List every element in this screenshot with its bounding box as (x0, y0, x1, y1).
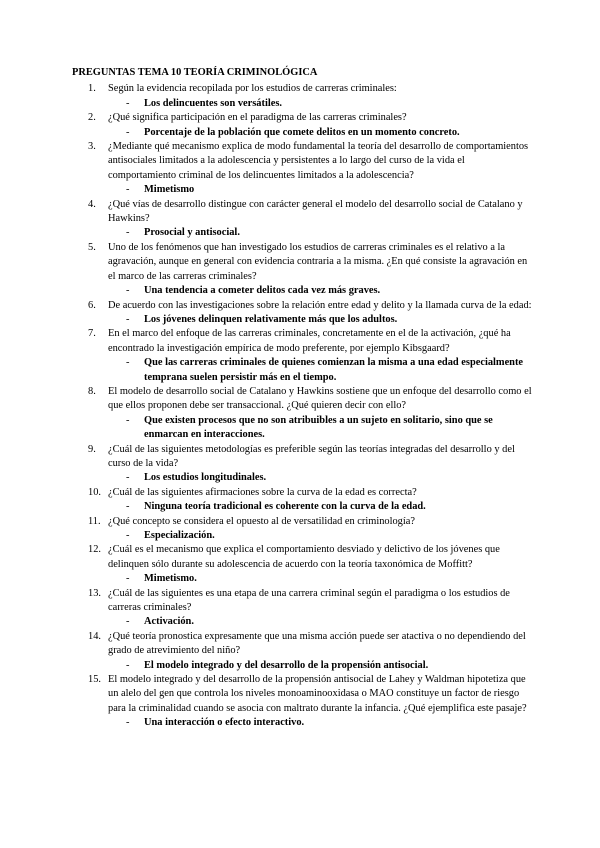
question-item (72, 327, 532, 385)
answer-text: Mimetismo (144, 184, 195, 196)
answer (72, 126, 532, 140)
answer (72, 716, 532, 730)
answer (72, 97, 532, 111)
question-item (72, 630, 532, 673)
question (72, 443, 532, 472)
question-number: 2. (88, 112, 96, 124)
question (72, 587, 532, 616)
question-item (72, 140, 532, 198)
dash-bullet: - (126, 501, 130, 513)
question-number: 8. (88, 385, 96, 397)
question-text: ¿Qué significa participación en el paradigma de las carreras criminales? (108, 112, 407, 124)
question-number: 4. (88, 198, 96, 210)
question-text: ¿Mediante qué mecanismo explica de modo fundamental la teoría del desarrollo de comportamientos antisociales limitados a la adolescencia y persistentes a lo largo del curso de la vida el comportamiento criminal de los delincuentes limitados a la adolescencia? (108, 141, 529, 181)
question-text: ¿Qué vías de desarrollo distingue con carácter general el modelo del desarrollo social de Catalano y Hawkins? (108, 198, 523, 225)
question-item (72, 198, 532, 241)
answer-text: Que existen procesos que no son atribuibles a un sujeto en solitario, sino que se enmarcan en interacciones. (144, 414, 493, 441)
question-item (72, 111, 532, 140)
dash-bullet: - (126, 472, 130, 484)
dash-bullet: - (126, 285, 130, 297)
question-item (72, 543, 532, 586)
question-number: 11. (88, 515, 101, 527)
dash-bullet: - (126, 717, 130, 729)
question-text: ¿Cuál es el mecanismo que explica el comportamiento desviado y delictivo de los jóvenes que delinquen sólo durante su adolescencia de acuerdo con la teoría taxonómica de Moffitt? (108, 544, 500, 570)
document-page (72, 66, 532, 731)
answer (72, 471, 532, 485)
question-list (72, 82, 532, 730)
dash-bullet: - (126, 126, 130, 138)
answer-text: El modelo integrado y del desarrollo de la propensión antisocial. (144, 659, 429, 671)
answer (72, 226, 532, 240)
answer-text: Una interacción o efecto interactivo. (144, 717, 305, 729)
question-item (72, 515, 532, 544)
question-text: ¿Qué concepto se considera el opuesto al de versatilidad en criminología? (108, 515, 415, 527)
question-text: ¿Cuál de las siguientes metodologías es preferible según las teorías integradas del desarrollo y del curso de la vida? (108, 443, 515, 469)
question-text: En el marco del enfoque de las carreras criminales, concretamente en el de la activación, ¿qué ha encontrado la investigación empírica de modo preferente, por ejemplo Kibsgaard? (108, 328, 511, 354)
question-number: 7. (88, 328, 96, 340)
question-text: El modelo integrado y del desarrollo de la propensión antisocial de Lahey y Waldman hipotetiza que un alelo del gen que controla los niveles monoaminooxidasa o MAO constituye un factor de riesgo para la criminalidad cuando se asocia con maltrato durante la infancia. ¿Qué ejemplifica este pasaje? (108, 674, 527, 714)
question (72, 673, 532, 716)
question (72, 486, 532, 500)
answer-text: Los delincuentes son versátiles. (144, 97, 282, 109)
question-item (72, 587, 532, 630)
answer-text: Los jóvenes delinquen relativamente más que los adultos. (144, 313, 398, 325)
question-text: Según la evidencia recopilada por los estudios de carreras criminales: (108, 83, 397, 95)
question-text: ¿Cuál de las siguientes es una etapa de una carrera criminal según el paradigma o los estudios de carreras criminales? (108, 587, 510, 614)
question-item (72, 673, 532, 731)
question-text: De acuerdo con las investigaciones sobre la relación entre edad y delito y la llamada curva de la edad: (108, 299, 532, 311)
answer (72, 414, 532, 443)
answer (72, 356, 532, 385)
question-item (72, 486, 532, 515)
question (72, 515, 532, 529)
answer (72, 500, 532, 514)
answer (72, 529, 532, 543)
answer-text: Ninguna teoría tradicional es coherente con la curva de la edad. (144, 501, 426, 513)
answer (72, 313, 532, 327)
question-number: 5. (88, 241, 96, 253)
question-number: 15. (88, 674, 101, 686)
question (72, 327, 532, 356)
question-item (72, 443, 532, 486)
question-number: 9. (88, 443, 96, 455)
dash-bullet: - (126, 530, 130, 541)
question (72, 385, 532, 414)
answer-text: Mimetismo. (144, 573, 197, 585)
answer (72, 183, 532, 197)
dash-bullet: - (126, 573, 130, 585)
question-text: Uno de los fenómenos que han investigado los estudios de carreras criminales es el relativo a la agravación, aunque en general con evidencia contraria a la misma. ¿En qué consiste la agravación en el marco de las carreras criminales? (108, 241, 528, 282)
dash-bullet: - (126, 357, 130, 369)
answer (72, 572, 532, 586)
question (72, 82, 532, 96)
question-item (72, 385, 532, 443)
question (72, 543, 532, 572)
question-number: 14. (88, 630, 101, 642)
answer-text: Prosocial y antisocial. (144, 227, 240, 239)
dash-bullet: - (126, 616, 130, 628)
dash-bullet: - (126, 184, 130, 196)
question-item (72, 82, 532, 111)
question (72, 299, 532, 313)
answer (72, 659, 532, 673)
answer (72, 615, 532, 629)
dash-bullet: - (126, 659, 130, 671)
answer-text: Activación. (144, 616, 194, 628)
question-text: ¿Cuál de las siguientes afirmaciones sobre la curva de la edad es correcta? (108, 486, 417, 498)
document-title: PREGUNTAS TEMA 10 TEORÍA CRIMINOLÓGICA (72, 67, 318, 78)
question-number: 6. (88, 299, 96, 311)
question (72, 630, 532, 659)
answer (72, 284, 532, 298)
question-number: 13. (88, 587, 101, 599)
question-number: 1. (88, 83, 96, 95)
dash-bullet: - (126, 227, 130, 239)
answer-text: Los estudios longitudinales. (144, 472, 267, 484)
answer-text: Especialización. (144, 530, 215, 541)
question-text: ¿Qué teoría pronostica expresamente que una misma acción puede ser atactiva o no dependiendo del grado de atrevimiento del niño? (108, 630, 526, 657)
dash-bullet: - (126, 97, 130, 109)
dash-bullet: - (126, 313, 130, 325)
question (72, 198, 532, 227)
answer-text: Una tendencia a cometer delitos cada vez más graves. (144, 285, 381, 297)
question-number: 12. (88, 544, 101, 556)
question-number: 10. (88, 486, 101, 498)
dash-bullet: - (126, 414, 130, 426)
answer-text: Porcentaje de la población que comete delitos en un momento concreto. (144, 126, 460, 138)
question (72, 140, 532, 183)
question (72, 241, 532, 284)
answer-text: Que las carreras criminales de quienes comienzan la misma a una edad especialmente temprana suelen persistir más en el tiempo. (144, 357, 524, 383)
question-text: El modelo de desarrollo social de Catalano y Hawkins sostiene que un enfoque del desarrollo como el que ellos proponen debe ser transaccional. ¿Qué quieren decir con ello? (108, 385, 532, 412)
question-item (72, 299, 532, 328)
question-number: 3. (88, 141, 96, 153)
question-item (72, 241, 532, 299)
question (72, 111, 532, 125)
